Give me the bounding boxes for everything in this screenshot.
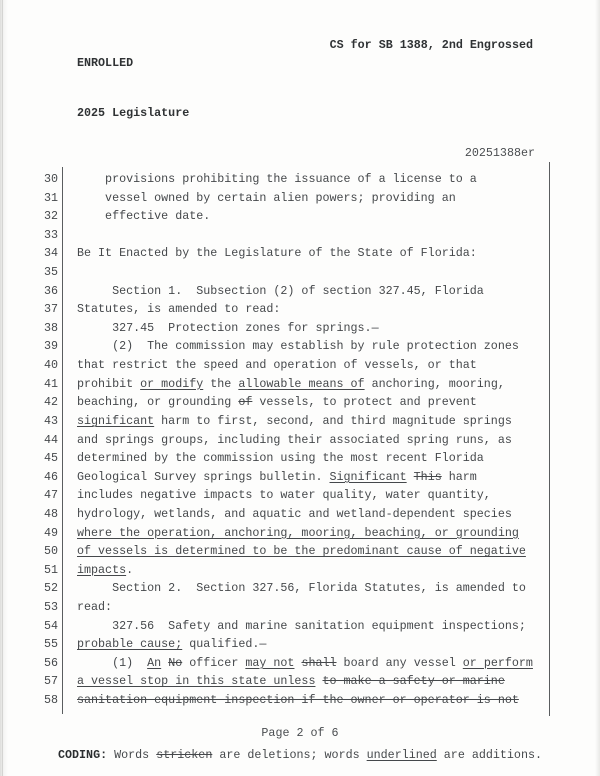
bill-line — [0, 561, 600, 580]
bill-text: qualified.— — [182, 637, 267, 652]
line-number: 47 — [43, 488, 58, 503]
line-number: 32 — [43, 209, 58, 224]
line-number: 35 — [43, 265, 58, 280]
line-number: 41 — [43, 376, 58, 391]
header-block — [77, 22, 189, 154]
bill-text: Words — [107, 748, 157, 762]
line-text — [77, 412, 512, 431]
bill-line — [0, 337, 600, 356]
bill-line — [0, 431, 600, 450]
bill-title: CS for SB 1388, 2nd Engrossed — [329, 38, 533, 52]
bill-line — [0, 375, 600, 394]
line-text — [77, 468, 477, 487]
line-text — [77, 244, 477, 263]
added-text: An — [147, 655, 162, 670]
line-text — [77, 356, 477, 375]
line-number: 50 — [43, 544, 58, 559]
line-number: 53 — [43, 600, 58, 615]
bill-line — [0, 524, 600, 543]
added-text: impacts — [77, 562, 127, 577]
line-number: 46 — [43, 469, 58, 484]
bill-line — [0, 189, 600, 208]
coding-note — [0, 748, 600, 762]
line-text — [77, 654, 533, 673]
line-number: 55 — [43, 637, 58, 652]
page-number: Page 2 of 6 — [261, 726, 339, 740]
line-text — [77, 635, 266, 654]
line-text — [77, 319, 379, 338]
bill-text: Be It Enacted by the Legislature of the State of Florida: — [77, 246, 477, 261]
bill-line — [0, 207, 600, 226]
stricken-text: stricken — [156, 748, 213, 762]
line-text — [77, 524, 519, 543]
bill-line — [0, 282, 600, 301]
line-text — [77, 598, 112, 617]
bill-line — [0, 263, 600, 282]
stricken-text: This — [413, 469, 442, 484]
line-number: 56 — [43, 655, 58, 670]
bill-line — [0, 505, 600, 524]
line-number: 44 — [43, 432, 58, 447]
added-text: allowable means of — [238, 376, 365, 391]
bill-text: prohibit — [77, 376, 141, 391]
bill-line — [0, 654, 600, 673]
bill-text: . — [126, 562, 134, 577]
line-text — [77, 561, 133, 580]
added-text: of vessels is determined to be the predominant cause of negative — [77, 544, 526, 559]
bill-text — [407, 470, 414, 484]
bill-text: board any vessel — [336, 655, 463, 670]
line-number: 48 — [43, 506, 58, 521]
bill-line — [0, 449, 600, 468]
bill-text: read: — [77, 600, 113, 615]
line-number: 30 — [43, 172, 58, 186]
bill-line — [0, 412, 600, 431]
line-number: 49 — [43, 525, 58, 540]
bill-text: hydrology, wetlands, and aquatic and wetland-dependent species — [77, 506, 512, 521]
line-text — [77, 375, 505, 394]
added-text: may not — [245, 655, 295, 670]
line-text — [77, 170, 477, 189]
bill-text: 327.45 Protection zones for springs.— — [77, 320, 379, 335]
bill-text: (2) The commission may establish by rule protection zones — [77, 339, 519, 354]
bill-text: officer — [182, 655, 246, 670]
bill-line — [0, 598, 600, 617]
line-text — [77, 579, 526, 598]
bill-text: and springs groups, including their associated spring runs, as — [77, 432, 512, 447]
bill-line — [0, 170, 600, 189]
bill-text: that restrict the speed and operation of vessels, or that — [77, 358, 477, 373]
line-text — [77, 617, 526, 636]
bill-text: includes negative impacts to water quality, water quantity, — [77, 488, 491, 503]
line-text — [77, 282, 484, 301]
bill-text: (1) — [77, 655, 148, 670]
bill-text: are deletions; words — [212, 748, 367, 762]
bold-text: CODING: — [58, 748, 108, 762]
bill-line — [0, 356, 600, 375]
bill-line — [0, 300, 600, 319]
added-text: probable cause; — [77, 637, 183, 652]
stricken-text: to make a safety or marine — [322, 674, 505, 689]
line-text — [77, 393, 477, 412]
bill-text: anchoring, mooring, — [364, 376, 505, 391]
bill-line — [0, 691, 600, 710]
line-text — [77, 486, 491, 505]
line-number: 57 — [43, 674, 58, 689]
line-number: 37 — [43, 302, 58, 317]
bill-text-block — [0, 170, 600, 710]
bill-text: harm to first, second, and third magnitude springs — [154, 413, 512, 428]
added-text: or perform — [462, 655, 533, 670]
line-text — [77, 505, 512, 524]
stricken-text: No — [168, 655, 183, 670]
bill-text: effective date. — [77, 209, 211, 224]
bill-text: provisions prohibiting the issuance of a license to a — [77, 172, 477, 186]
doc-code: 20251388er — [464, 146, 535, 160]
added-text: underlined — [366, 748, 437, 762]
bill-line — [0, 393, 600, 412]
added-text: significant — [77, 413, 155, 428]
line-text — [77, 449, 484, 468]
bill-text: are additions. — [436, 748, 542, 762]
stricken-text: sanitation equipment inspection if the owner or operator is not — [77, 693, 519, 708]
line-number: 52 — [43, 581, 58, 596]
line-number: 45 — [43, 451, 58, 466]
bill-line — [0, 319, 600, 338]
bill-text: Geological Survey springs bulletin. — [77, 469, 330, 484]
line-text — [77, 337, 519, 356]
bill-text: vessels, to protect and prevent — [252, 395, 477, 410]
added-text: where the operation, anchoring, mooring, beaching, or grounding — [77, 525, 519, 540]
line-text — [77, 672, 505, 691]
line-text — [77, 207, 210, 226]
line-number: 58 — [43, 693, 58, 708]
bill-line — [0, 635, 600, 654]
bill-text: Section 2. Section 327.56, Florida Statutes, is amended to — [77, 581, 526, 596]
bill-line — [0, 579, 600, 598]
bill-text: 327.56 Safety and marine sanitation equipment inspections; — [77, 618, 526, 633]
line-number: 36 — [43, 283, 58, 298]
legislature-label: 2025 Legislature — [77, 105, 190, 120]
line-text — [77, 691, 519, 710]
bill-text: the — [203, 376, 239, 391]
line-number: 43 — [43, 413, 58, 428]
bill-text: vessel owned by certain alien powers; providing an — [77, 190, 456, 205]
enrolled-stamp: ENROLLED — [77, 56, 134, 70]
line-number: 39 — [43, 339, 58, 354]
line-number: 33 — [43, 227, 58, 242]
line-number: 54 — [43, 618, 58, 633]
bill-text: Statutes, is amended to read: — [77, 302, 281, 317]
added-text: Significant — [329, 469, 407, 484]
line-text — [77, 300, 280, 319]
bill-line — [0, 672, 600, 691]
added-text: or modify — [140, 376, 204, 391]
stricken-text: shall — [301, 655, 337, 670]
bill-line — [0, 486, 600, 505]
line-text — [77, 189, 456, 208]
bill-line — [0, 226, 600, 245]
line-number: 31 — [43, 190, 58, 205]
line-number: 51 — [43, 562, 58, 577]
bill-line — [0, 542, 600, 561]
bill-text: beaching, or grounding — [77, 395, 239, 410]
bill-line — [0, 244, 600, 263]
bill-text: Section 1. Subsection (2) of section 327.45, Florida — [77, 283, 484, 298]
added-text: a vessel stop in this state unless — [77, 674, 316, 689]
bill-text: determined by the commission using the most recent Florida — [77, 451, 484, 466]
line-number: 38 — [43, 320, 58, 335]
bill-text: harm — [441, 469, 477, 484]
line-number: 40 — [43, 358, 58, 373]
bill-line — [0, 468, 600, 487]
bill-line — [0, 617, 600, 636]
stricken-text: of — [238, 395, 253, 410]
line-number: 42 — [43, 395, 58, 410]
line-text — [77, 542, 526, 561]
line-number: 34 — [43, 246, 58, 261]
line-text — [77, 431, 512, 450]
